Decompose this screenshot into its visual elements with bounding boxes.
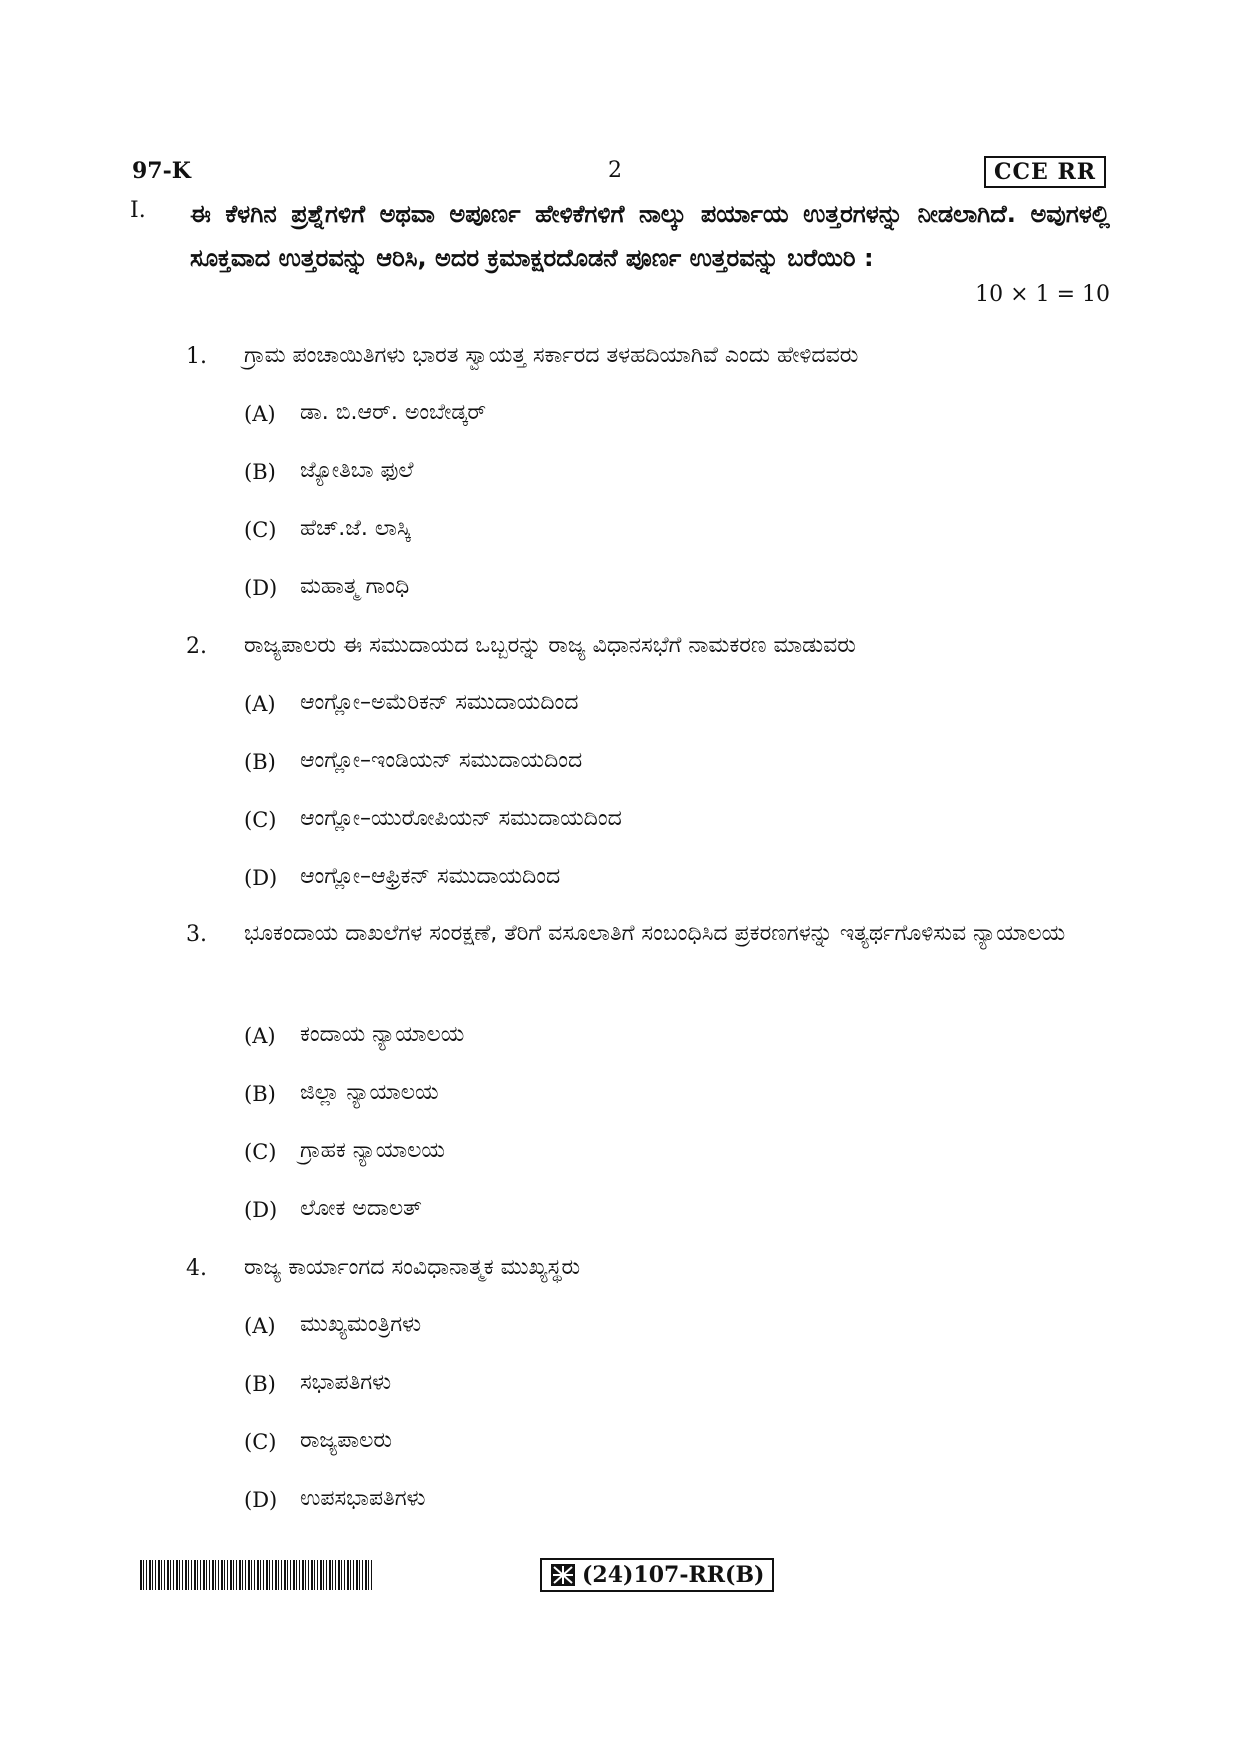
question-text: ರಾಜ್ಯಪಾಲರು ಈ ಸಮುದಾಯದ ಒಬ್ಬರನ್ನು ರಾಜ್ಯ ವಿಧಾನಸಭೆಗೆ ನಾಮಕರಣ ಮಾಡುವರು	[244, 633, 856, 658]
question-number: 1.	[186, 344, 207, 369]
question-text: ರಾಜ್ಯ ಕಾರ್ಯಾಂಗದ ಸಂವಿಧಾನಾತ್ಮಕ ಮುಖ್ಯಸ್ಥರು	[244, 1255, 581, 1280]
option-letter: (B)	[244, 1082, 276, 1106]
option-letter: (D)	[244, 576, 278, 600]
footer-code: (24)107-RR(B)	[582, 1562, 765, 1588]
option-letter: (B)	[244, 1372, 276, 1396]
option-letter: (D)	[244, 1198, 278, 1222]
option-letter: (D)	[244, 1488, 278, 1512]
option-text: ಹೆಚ್.ಜೆ. ಲಾಸ್ಕಿ	[300, 516, 411, 541]
option-text: ಮುಖ್ಯಮಂತ್ರಿಗಳು	[300, 1312, 422, 1337]
section-marks: 10 × 1 = 10	[975, 282, 1110, 307]
option-text: ಆಂಗ್ಲೋ–ಅಮೆರಿಕನ್ ಸಮುದಾಯದಿಂದ	[300, 690, 579, 715]
option-letter: (A)	[244, 1024, 276, 1048]
barcode-icon	[140, 1560, 372, 1590]
option-letter: (C)	[244, 1140, 277, 1164]
option-letter: (C)	[244, 518, 277, 542]
question-text: ಗ್ರಾಮ ಪಂಚಾಯಿತಿಗಳು ಭಾರತ ಸ್ವಾಯತ್ತ ಸರ್ಕಾರದ ತಳಹದಿಯಾಗಿವೆ ಎಂದು ಹೇಳಿದವರು	[244, 343, 859, 368]
option-letter: (A)	[244, 1314, 276, 1338]
question-number: 3.	[186, 922, 207, 947]
section-instruction: ಈ ಕೆಳಗಿನ ಪ್ರಶ್ನೆಗಳಿಗೆ ಅಥವಾ ಅಪೂರ್ಣ ಹೇಳಿಕೆಗಳಿಗೆ ನಾಲ್ಕು ಪರ್ಯಾಯ ಉತ್ತರಗಳನ್ನು ನೀಡಲಾಗಿದೆ. ಅವುಗಳಲ್ಲಿ ಸೂಕ್ತವಾದ ಉತ್ತರವನ್ನು ಆರಿಸಿ, ಅದರ ಕ್ರಮಾಕ್ಷರದೊಡನೆ ಪೂರ್ಣ ಉತ್ತರವನ್ನು ಬರೆಯಿರಿ :	[190, 200, 1110, 272]
option-letter: (B)	[244, 460, 276, 484]
option-text: ಲೋಕ ಅದಾಲತ್	[300, 1196, 422, 1221]
question-number: 4.	[186, 1256, 207, 1281]
option-text: ಕಂದಾಯ ನ್ಯಾಯಾಲಯ	[300, 1022, 465, 1047]
option-letter: (A)	[244, 402, 276, 426]
option-letter: (A)	[244, 692, 276, 716]
option-text: ಮಹಾತ್ಮ ಗಾಂಧಿ	[300, 574, 410, 599]
paper-code: 97-K	[132, 158, 191, 184]
question-number: 2.	[186, 634, 207, 659]
option-text: ಆಂಗ್ಲೋ–ಇಂಡಿಯನ್ ಸಮುದಾಯದಿಂದ	[300, 748, 583, 773]
option-letter: (B)	[244, 750, 276, 774]
option-text: ಸಭಾಪತಿಗಳು	[300, 1370, 392, 1395]
option-text: ಜಿಲ್ಲಾ ನ್ಯಾಯಾಲಯ	[300, 1080, 439, 1105]
option-text: ಆಂಗ್ಲೋ–ಆಫ್ರಿಕನ್ ಸಮುದಾಯದಿಂದ	[300, 864, 561, 889]
question-text: ಭೂಕಂದಾಯ ದಾಖಲೆಗಳ ಸಂರಕ್ಷಣೆ, ತೆರಿಗೆ ವಸೂಲಾತಿಗೆ ಸಂಬಂಧಿಸಿದ ಪ್ರಕರಣಗಳನ್ನು ಇತ್ಯರ್ಥಗೊಳಿಸುವ ನ್ಯಾಯಾಲಯ	[244, 921, 1066, 946]
option-text: ಗ್ರಾಹಕ ನ್ಯಾಯಾಲಯ	[300, 1138, 445, 1163]
option-letter: (C)	[244, 1430, 277, 1454]
section-number: I.	[130, 198, 146, 223]
cce-rr-box: CCE RR	[984, 156, 1106, 188]
option-letter: (D)	[244, 866, 278, 890]
footer-code-box	[540, 1558, 774, 1592]
option-text: ಡಾ. ಬಿ.ಆರ್. ಅಂಬೇಡ್ಕರ್	[300, 400, 487, 425]
option-text: ಉಪಸಭಾಪತಿಗಳು	[300, 1486, 426, 1511]
option-letter: (C)	[244, 808, 277, 832]
option-text: ಜ್ಯೋತಿಬಾ ಫುಲೆ	[300, 458, 414, 483]
page-number: 2	[608, 158, 622, 183]
paper-symbol-icon	[550, 1563, 576, 1587]
option-text: ರಾಜ್ಯಪಾಲರು	[300, 1428, 392, 1453]
option-text: ಆಂಗ್ಲೋ–ಯುರೋಪಿಯನ್ ಸಮುದಾಯದಿಂದ	[300, 806, 622, 831]
